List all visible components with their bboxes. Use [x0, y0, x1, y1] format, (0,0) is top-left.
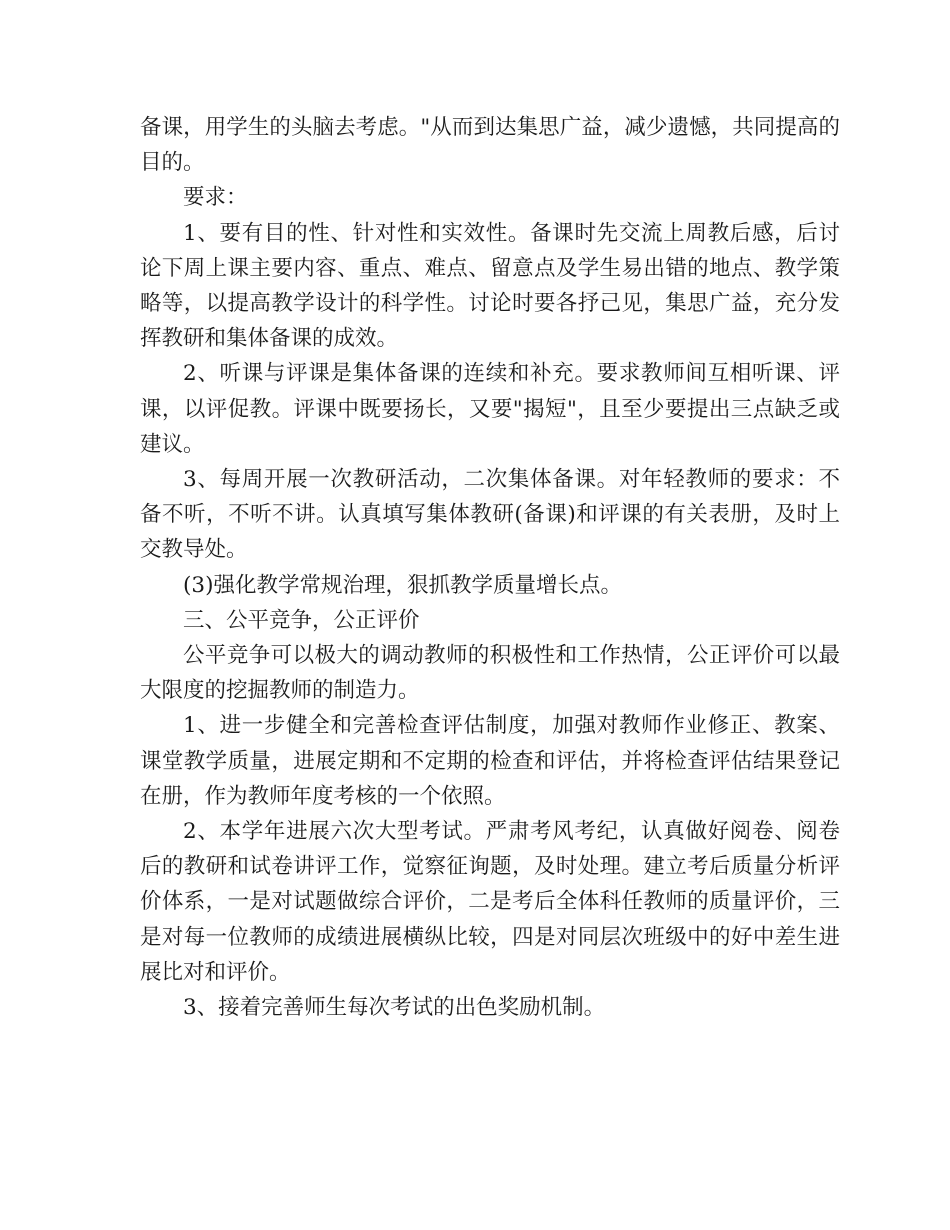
- paragraph-subsection-3: (3)强化教学常规治理，狠抓教学质量增长点。: [183, 572, 622, 598]
- paragraph-requirement-2: 2、听课与评课是集体备课的连续和补充。要求教师间互相听课、评课，以评促教。评课中既要扬长，又要"揭短"，且至少要提出三点缺乏或建议。: [140, 361, 840, 457]
- paragraph-requirement-1: 1、要有目的性、针对性和实效性。备课时先交流上周教后感，后讨论下周上课主要内容、重点、难点、留意点及学生易出错的地点、教学策略等，以提高教学设计的科学性。讨论时要各抒己见，集思广益，充分发挥教研和集体备课的成效。: [140, 220, 840, 352]
- paragraph-item-3: 3、接着完善师生每次考试的出色奖励机制。: [183, 995, 606, 1021]
- paragraph-item-1: 1、进一步健全和完善检查评估制度，加强对教师作业修正、教案、课堂教学质量，进展定期和不定期的检查和评估，并将检查评估结果登记在册，作为教师年度考核的一个依照。: [140, 713, 840, 809]
- paragraph-requirement-3: 3、每周开展一次教研活动，二次集体备课。对年轻教师的要求：不备不听，不听不讲。认真填写集体教研(备课)和评课的有关表册，及时上交教导处。: [140, 467, 840, 563]
- section-heading-3: 三、公平竞争，公正评价: [183, 607, 420, 633]
- paragraph-item-2: 2、本学年进展六次大型考试。严肃考风考纪，认真做好阅卷、阅卷后的教研和试卷讲评工作，觉察征询题，及时处理。建立考后质量分析评价体系，一是对试题做综合评价，二是考后全体科任教师的质量评价，三是对每一位教师的成绩进展横纵比较，四是对同层次班级中的好中差生进展比对和评价。: [140, 819, 840, 985]
- paragraph-requirements-heading: 要求：: [183, 185, 248, 211]
- document-page: [140, 110, 840, 1025]
- paragraph-section-intro: 公平竞争可以极大的调动教师的积极性和工作热情，公正评价可以最大限度的挖掘教师的制造力。: [140, 643, 840, 704]
- paragraph-continuation: 备课，用学生的头脑去考虑。"从而到达集思广益，减少遗憾，共同提高的目的。: [140, 115, 840, 176]
